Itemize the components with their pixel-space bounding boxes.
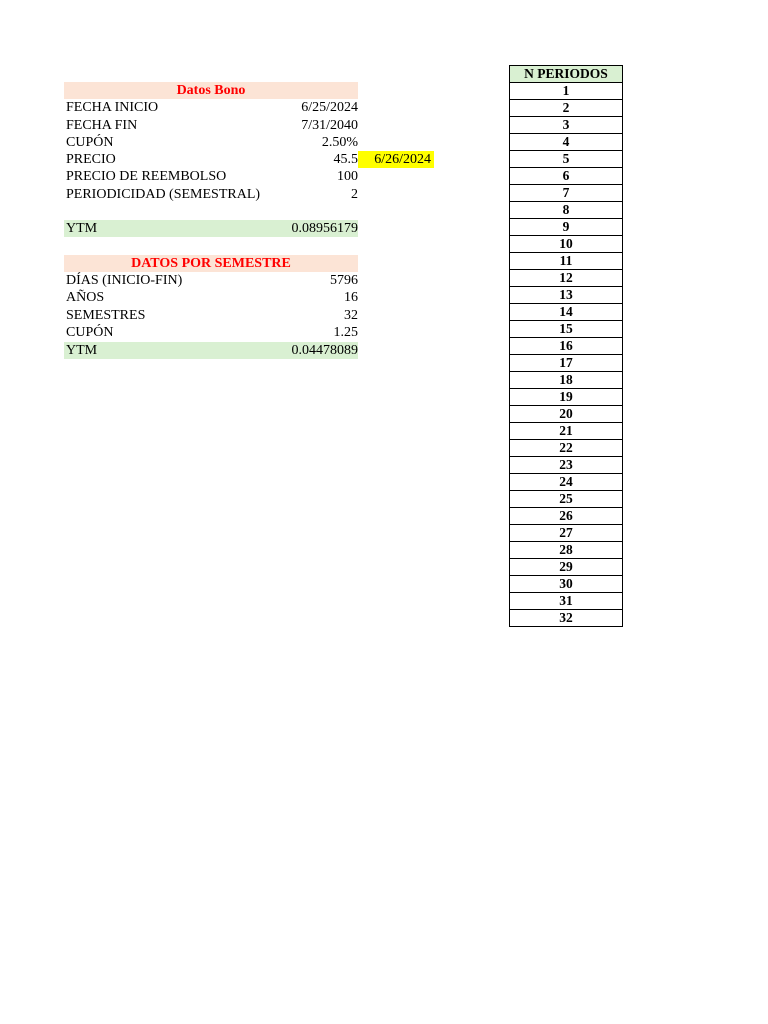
period-cell[interactable]: 6	[510, 168, 623, 185]
period-cell[interactable]: 15	[510, 321, 623, 338]
highlighted-date-cell[interactable]: 6/26/2024	[358, 151, 434, 168]
period-cell[interactable]: 24	[510, 474, 623, 491]
period-cell[interactable]: 29	[510, 559, 623, 576]
semester-dias-value[interactable]: 5796	[330, 273, 358, 288]
semester-cupon-label: CUPÓN	[66, 325, 114, 340]
bond-ytm-label: YTM	[66, 221, 98, 236]
bond-precio-value[interactable]: 45.5	[333, 152, 358, 167]
period-cell[interactable]: 5	[510, 151, 623, 168]
period-cell[interactable]: 16	[510, 338, 623, 355]
period-cell[interactable]: 27	[510, 525, 623, 542]
period-cell[interactable]: 31	[510, 593, 623, 610]
bond-cupon-value[interactable]: 2.50%	[321, 135, 358, 150]
semester-header: DATOS POR SEMESTRE	[64, 255, 358, 272]
bond-header: Datos Bono	[64, 82, 358, 99]
periods-table	[509, 65, 623, 627]
period-cell[interactable]: 8	[510, 202, 623, 219]
period-cell[interactable]: 30	[510, 576, 623, 593]
periods-header[interactable]: N PERIODOS	[510, 66, 623, 83]
period-cell[interactable]: 18	[510, 372, 623, 389]
period-cell[interactable]: 1	[510, 83, 623, 100]
bond-ytm-value[interactable]: 0.08956179	[291, 221, 358, 236]
period-cell[interactable]: 10	[510, 236, 623, 253]
bond-precio-reembolso-value[interactable]: 100	[337, 169, 358, 184]
period-cell[interactable]: 19	[510, 389, 623, 406]
bond-periodicidad-value[interactable]: 2	[351, 187, 358, 202]
period-cell[interactable]: 22	[510, 440, 623, 457]
bond-precio-reembolso-label: PRECIO DE REEMBOLSO	[66, 169, 227, 184]
bond-cupon-label: CUPÓN	[66, 135, 114, 150]
bond-precio-label: PRECIO	[66, 152, 116, 167]
period-cell[interactable]: 25	[510, 491, 623, 508]
period-cell[interactable]: 3	[510, 117, 623, 134]
semester-anos-value[interactable]: 16	[344, 290, 358, 305]
semester-semestres-label: SEMESTRES	[66, 308, 146, 323]
semester-dias-label: DÍAS (INICIO-FIN)	[66, 273, 183, 288]
period-cell[interactable]: 13	[510, 287, 623, 304]
period-cell[interactable]: 2	[510, 100, 623, 117]
period-cell[interactable]: 9	[510, 219, 623, 236]
bond-fecha-fin-value[interactable]: 7/31/2040	[301, 118, 358, 133]
bond-fecha-inicio-value[interactable]: 6/25/2024	[301, 100, 358, 115]
semester-anos-label: AÑOS	[66, 290, 105, 305]
semester-ytm-value[interactable]: 0.04478089	[291, 343, 358, 358]
period-cell[interactable]: 11	[510, 253, 623, 270]
period-cell[interactable]: 28	[510, 542, 623, 559]
period-cell[interactable]: 26	[510, 508, 623, 525]
period-cell[interactable]: 14	[510, 304, 623, 321]
period-cell[interactable]: 32	[510, 610, 623, 627]
bond-periodicidad-label: PERIODICIDAD (SEMESTRAL)	[66, 187, 261, 202]
period-cell[interactable]: 17	[510, 355, 623, 372]
period-cell[interactable]: 12	[510, 270, 623, 287]
period-cell[interactable]: 20	[510, 406, 623, 423]
semester-cupon-value[interactable]: 1.25	[333, 325, 358, 340]
period-cell[interactable]: 23	[510, 457, 623, 474]
semester-ytm-label: YTM	[66, 343, 98, 358]
period-cell[interactable]: 7	[510, 185, 623, 202]
period-cell[interactable]: 4	[510, 134, 623, 151]
semester-semestres-value[interactable]: 32	[344, 308, 358, 323]
period-cell[interactable]: 21	[510, 423, 623, 440]
bond-fecha-fin-label: FECHA FIN	[66, 118, 138, 133]
bond-fecha-inicio-label: FECHA INICIO	[66, 100, 159, 115]
